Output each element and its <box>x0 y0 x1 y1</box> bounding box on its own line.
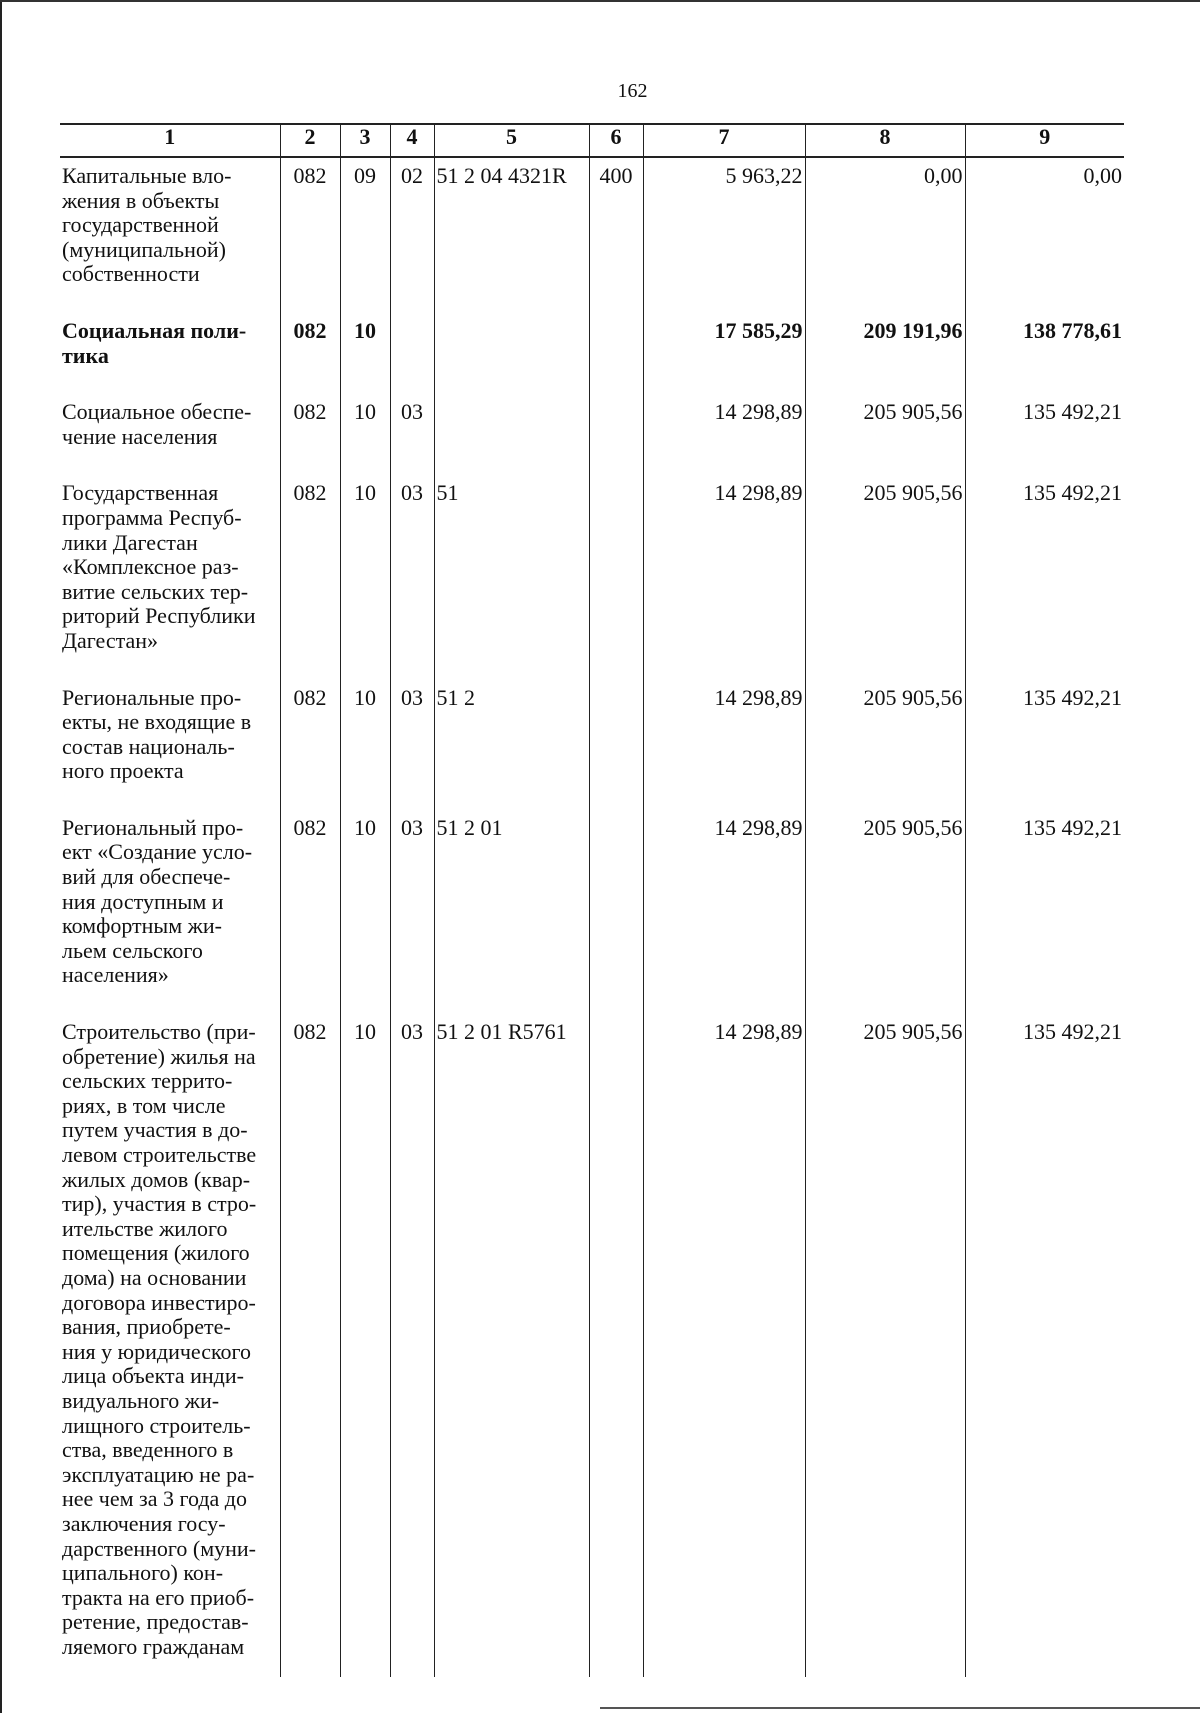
table-row <box>60 305 1124 386</box>
row-subsection-code: 02 <box>390 157 434 305</box>
page-number: 162 <box>617 80 648 102</box>
row-name: Государственная программа Респуб- лики Дагестан «Комплексное раз- витие сельских тер- риторий Республики Дагестан» <box>60 467 280 671</box>
header-col-1: 1 <box>60 124 280 157</box>
row-ministry-code: 082 <box>280 305 340 386</box>
budget-table <box>60 123 1124 1677</box>
row-expense-type: 400 <box>589 157 643 305</box>
row-section-code: 10 <box>340 305 390 386</box>
row-name: Капитальные вло- жения в объекты государственной (муниципальной) собственности <box>60 157 280 305</box>
header-col-2: 2 <box>280 124 340 157</box>
row-amount-col9: 135 492,21 <box>965 672 1124 802</box>
row-amount-col7: 5 963,22 <box>643 157 805 305</box>
page-bottom-edge <box>600 1707 1200 1709</box>
row-expense-type <box>589 1006 643 1677</box>
table-row <box>60 672 1124 802</box>
row-amount-col9: 135 492,21 <box>965 386 1124 467</box>
row-amount-col8: 0,00 <box>805 157 965 305</box>
row-amount-col7: 14 298,89 <box>643 672 805 802</box>
row-expense-type <box>589 386 643 467</box>
row-amount-col9: 135 492,21 <box>965 802 1124 1006</box>
row-amount-col9: 135 492,21 <box>965 467 1124 671</box>
row-subsection-code: 03 <box>390 467 434 671</box>
row-section-code: 10 <box>340 386 390 467</box>
header-row <box>60 124 1124 157</box>
row-subsection-code <box>390 305 434 386</box>
row-amount-col7: 14 298,89 <box>643 1006 805 1677</box>
row-ministry-code: 082 <box>280 157 340 305</box>
row-amount-col7: 14 298,89 <box>643 386 805 467</box>
row-target-article: 51 2 01 <box>434 802 589 1006</box>
row-subsection-code: 03 <box>390 802 434 1006</box>
page-left-edge <box>0 0 2 1713</box>
table-row <box>60 802 1124 1006</box>
row-amount-col8: 205 905,56 <box>805 386 965 467</box>
row-target-article <box>434 386 589 467</box>
row-ministry-code: 082 <box>280 672 340 802</box>
header-col-9: 9 <box>965 124 1124 157</box>
table-row <box>60 386 1124 467</box>
header-col-4: 4 <box>390 124 434 157</box>
row-name: Социальное обеспе- чение населения <box>60 386 280 467</box>
row-amount-col8: 205 905,56 <box>805 467 965 671</box>
row-amount-col7: 17 585,29 <box>643 305 805 386</box>
row-section-code: 10 <box>340 802 390 1006</box>
table-row <box>60 467 1124 671</box>
row-target-article <box>434 305 589 386</box>
row-target-article: 51 <box>434 467 589 671</box>
row-name: Региональные про- екты, не входящие в состав националь- ного проекта <box>60 672 280 802</box>
row-amount-col8: 209 191,96 <box>805 305 965 386</box>
row-name: Строительство (при- обретение) жилья на сельских террито- риях, в том числе путем участия в до- левом строительстве жилых домов (квар- тир), участия в стро- ительстве жилого помещения (жилого дома) на основании договора инвестиро- вания, приобрете- ния у юридического лица объекта инди- видуального жи- лищного строитель- ства, введенного в эксплуатацию не ра- нее чем за 3 года до заключения госу- дарственного (муни- ципального) кон- тракта на его приоб- ретение, предостав- ляемого гражданам <box>60 1006 280 1677</box>
row-amount-col9: 0,00 <box>965 157 1124 305</box>
row-amount-col8: 205 905,56 <box>805 1006 965 1677</box>
row-subsection-code: 03 <box>390 386 434 467</box>
row-ministry-code: 082 <box>280 386 340 467</box>
row-section-code: 09 <box>340 157 390 305</box>
row-amount-col9: 138 778,61 <box>965 305 1124 386</box>
row-ministry-code: 082 <box>280 1006 340 1677</box>
page-top-edge <box>0 0 1200 2</box>
row-expense-type <box>589 672 643 802</box>
header-col-5: 5 <box>434 124 589 157</box>
row-name: Региональный про- ект «Создание усло- вий для обеспече- ния доступным и комфортным жи- льем сельского населения» <box>60 802 280 1006</box>
row-amount-col8: 205 905,56 <box>805 672 965 802</box>
row-amount-col9: 135 492,21 <box>965 1006 1124 1677</box>
row-target-article: 51 2 04 4321R <box>434 157 589 305</box>
row-expense-type <box>589 305 643 386</box>
row-amount-col7: 14 298,89 <box>643 802 805 1006</box>
row-amount-col8: 205 905,56 <box>805 802 965 1006</box>
row-expense-type <box>589 802 643 1006</box>
row-ministry-code: 082 <box>280 467 340 671</box>
header-col-6: 6 <box>589 124 643 157</box>
row-section-code: 10 <box>340 467 390 671</box>
table-row <box>60 1006 1124 1677</box>
row-ministry-code: 082 <box>280 802 340 1006</box>
header-col-3: 3 <box>340 124 390 157</box>
row-name: Социальная поли- тика <box>60 305 280 386</box>
row-amount-col7: 14 298,89 <box>643 467 805 671</box>
row-section-code: 10 <box>340 672 390 802</box>
row-subsection-code: 03 <box>390 672 434 802</box>
row-target-article: 51 2 <box>434 672 589 802</box>
row-target-article: 51 2 01 R5761 <box>434 1006 589 1677</box>
table-row <box>60 157 1124 305</box>
header-col-7: 7 <box>643 124 805 157</box>
header-col-8: 8 <box>805 124 965 157</box>
row-expense-type <box>589 467 643 671</box>
row-section-code: 10 <box>340 1006 390 1677</box>
row-subsection-code: 03 <box>390 1006 434 1677</box>
